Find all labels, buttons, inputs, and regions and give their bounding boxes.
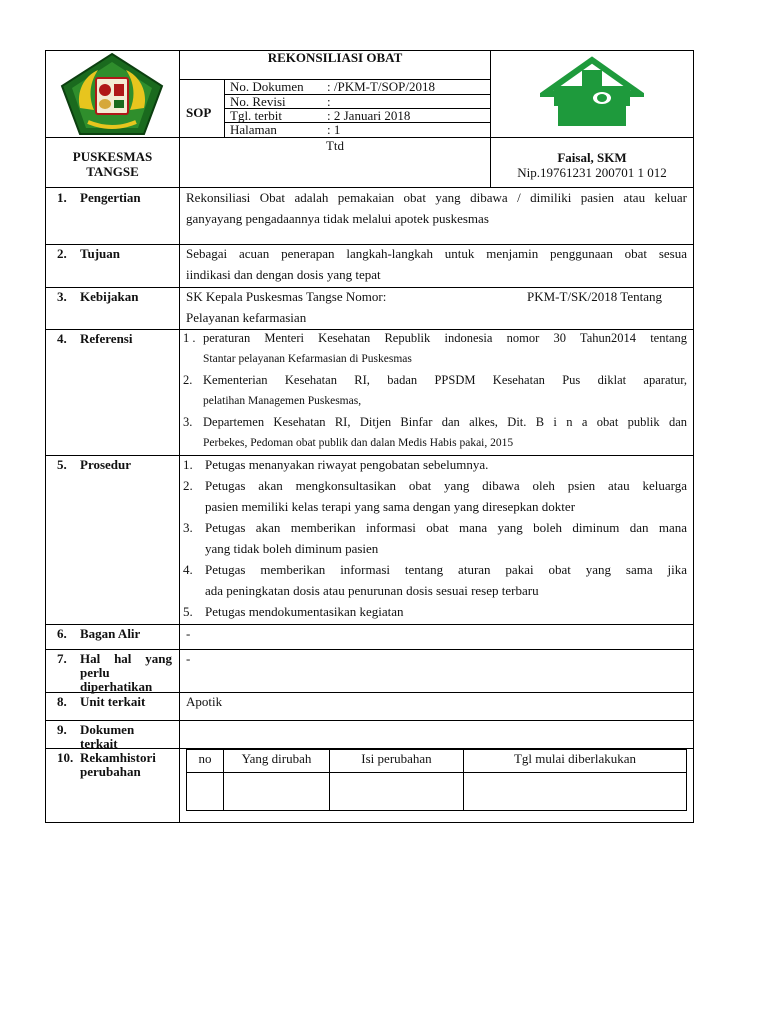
- prosedur-item-4-line-2: ada peningkatan dosis atau penurunan dosis sesuai resep terbaru: [205, 583, 539, 598]
- puskesmas-tangse-logo: [58, 52, 166, 136]
- prosedur-item-4-line-1: Petugas memberikan informasi tentang aturan pakai obat yang sama jika: [205, 562, 687, 577]
- field-label-no-revisi: No. Revisi: [230, 94, 286, 109]
- signer-name: Faisal, SKM: [557, 150, 627, 165]
- section-8-number: 8.: [57, 694, 67, 709]
- history-table-bottom: [186, 810, 687, 811]
- field-value-tgl-terbit: : 2 Januari 2018: [327, 108, 411, 123]
- referensi-item-1-number: 1 .: [183, 331, 196, 345]
- field-value-no-revisi: :: [327, 94, 331, 109]
- pengertian-line-2: ganyayang pengadaannya tidak melalui apotek puskesmas: [186, 211, 489, 226]
- sop-label: SOP: [186, 105, 212, 120]
- prosedur-item-1-number: 1.: [183, 457, 193, 472]
- hal-hal-value: -: [186, 651, 191, 666]
- row-sep-2: [45, 287, 694, 288]
- pengertian-line-1: Rekonsiliasi Obat adalah pemakaian obat yang dibawa / dimiliki pasien atau keluar: [186, 190, 687, 205]
- row-sep-4: [45, 455, 694, 456]
- referensi-item-3-line-1: Departemen Kesehatan RI, Ditjen Binfar dan alkes, Dit. B i n a obat publik dan: [203, 415, 687, 429]
- section-9-label-line-1: Dokumen: [80, 722, 135, 737]
- ttd-label: Ttd: [325, 138, 345, 153]
- row-sep-1: [45, 244, 694, 245]
- section-8-label: Unit terkait: [80, 694, 146, 709]
- prosedur-item-2-line-1: Petugas akan mengkonsultasikan obat yang dibawa oleh psien atau keluarga: [205, 478, 687, 493]
- prosedur-item-2-line-2: pasien memiliki kelas terapi yang sama dengan yang diresepkan dokter: [205, 499, 576, 514]
- referensi-item-2-number: 2.: [183, 373, 193, 387]
- row-sep-8: [45, 720, 694, 721]
- org-name-line1: PUSKESMAS: [72, 149, 153, 164]
- section-5-label: Prosedur: [80, 457, 132, 472]
- field-value-halaman: : 1: [327, 122, 341, 137]
- section-1-number: 1.: [57, 190, 67, 205]
- section-2-label: Tujuan: [80, 246, 120, 261]
- row-sep-3: [45, 329, 694, 330]
- referensi-item-3-line-2: Perbekes, Pedoman obat publik dan dalan Medis Habis pakai, 2015: [203, 437, 514, 449]
- kebijakan-line-2: Pelayanan kefarmasian: [186, 310, 307, 325]
- section-5-number: 5.: [57, 457, 67, 472]
- bagan-alir-value: -: [186, 626, 191, 641]
- kebijakan-line-1-left: SK Kepala Puskesmas Tangse Nomor:: [186, 289, 387, 304]
- prosedur-item-1-line-1: Petugas menanyakan riwayat pengobatan sebelumnya.: [205, 457, 489, 472]
- section-9-label-line-2: terkait: [80, 736, 118, 751]
- history-table-header-bottom: [186, 772, 687, 773]
- section-9-number: 9.: [57, 722, 67, 737]
- tujuan-line-1: Sebagai acuan penerapan langkah-langkah untuk menjamin penggunaan obat sesua: [186, 246, 687, 261]
- tujuan-line-2: iindikasi dan dengan dosis yang tepat: [186, 267, 381, 282]
- prosedur-item-4-number: 4.: [183, 562, 193, 577]
- prosedur-item-5-number: 5.: [183, 604, 193, 619]
- org-name-line2: TANGSE: [86, 164, 139, 179]
- section-6-label: Bagan Alir: [80, 626, 141, 641]
- history-header-isi-perubahan: Isi perubahan: [361, 751, 432, 766]
- prosedur-item-3-line-1: Petugas akan memberikan informasi obat mana yang boleh diminum dan mana: [205, 520, 687, 535]
- section-7-label-line-3: diperhatikan: [80, 679, 153, 694]
- referensi-item-3-number: 3.: [183, 415, 193, 429]
- referensi-item-2-line-1: Kementerian Kesehatan RI, badan PPSDM Kesehatan Pus diklat aparatur,: [203, 373, 687, 387]
- frame-right: [693, 50, 694, 823]
- field-label-halaman: Halaman: [230, 122, 277, 137]
- history-table-right: [686, 749, 687, 811]
- field-value-no-dokumen: : /PKM-T/SOP/2018: [327, 79, 435, 94]
- kebijakan-line-1-right: PKM-T/SK/2018 Tentang: [527, 289, 662, 304]
- field-label-tgl-terbit: Tgl. terbit: [230, 108, 282, 123]
- section-7-label-line-2: perlu: [80, 665, 110, 680]
- prosedur-item-3-number: 3.: [183, 520, 193, 535]
- section-4-number: 4.: [57, 331, 67, 346]
- prosedur-item-3-line-2: yang tidak boleh diminum pasien: [205, 541, 379, 556]
- referensi-item-1-line-2: Stantar pelayanan Kefarmasian di Puskesmas: [203, 353, 412, 365]
- history-header-no: no: [198, 751, 212, 766]
- unit-terkait-value: Apotik: [186, 694, 223, 709]
- history-header-yang-dirubah: Yang dirubah: [241, 751, 312, 766]
- frame-bottom: [45, 822, 694, 823]
- section-6-number: 6.: [57, 626, 67, 641]
- section-7-label-line-1: Hal hal yang: [80, 651, 172, 666]
- section-3-label: Kebijakan: [80, 289, 139, 304]
- row-sep-6: [45, 649, 694, 650]
- section-10-label-line-1: Rekamhistori: [80, 750, 156, 765]
- header-col-divider-left: [179, 50, 180, 822]
- section-10-label-line-2: perubahan: [80, 764, 141, 779]
- section-10-number: 10.: [57, 750, 74, 765]
- prosedur-item-5-line-1: Petugas mendokumentasikan kegiatan: [205, 604, 404, 619]
- puskesmas-cross-logo: [540, 54, 644, 130]
- section-2-number: 2.: [57, 246, 67, 261]
- history-table-top: [186, 749, 687, 750]
- field-label-no-dokumen: No. Dokumen: [230, 79, 304, 94]
- signer-nip: Nip.19761231 200701 1 012: [517, 165, 667, 180]
- document-title: REKONSILIASI OBAT: [267, 50, 403, 65]
- referensi-item-1-line-1: peraturan Menteri Kesehatan Republik indonesia nomor 30 Tahun2014 tentang: [203, 331, 687, 345]
- header-bottom: [45, 187, 694, 188]
- referensi-item-2-line-2: pelatihan Managemen Puskesmas,: [203, 395, 362, 407]
- row-sep-5: [45, 624, 694, 625]
- section-4-label: Referensi: [80, 331, 133, 346]
- section-3-number: 3.: [57, 289, 67, 304]
- section-7-number: 7.: [57, 651, 67, 666]
- history-header-tgl-mulai: Tgl mulai diberlakukan: [513, 751, 637, 766]
- prosedur-item-2-number: 2.: [183, 478, 193, 493]
- section-1-label: Pengertian: [80, 190, 141, 205]
